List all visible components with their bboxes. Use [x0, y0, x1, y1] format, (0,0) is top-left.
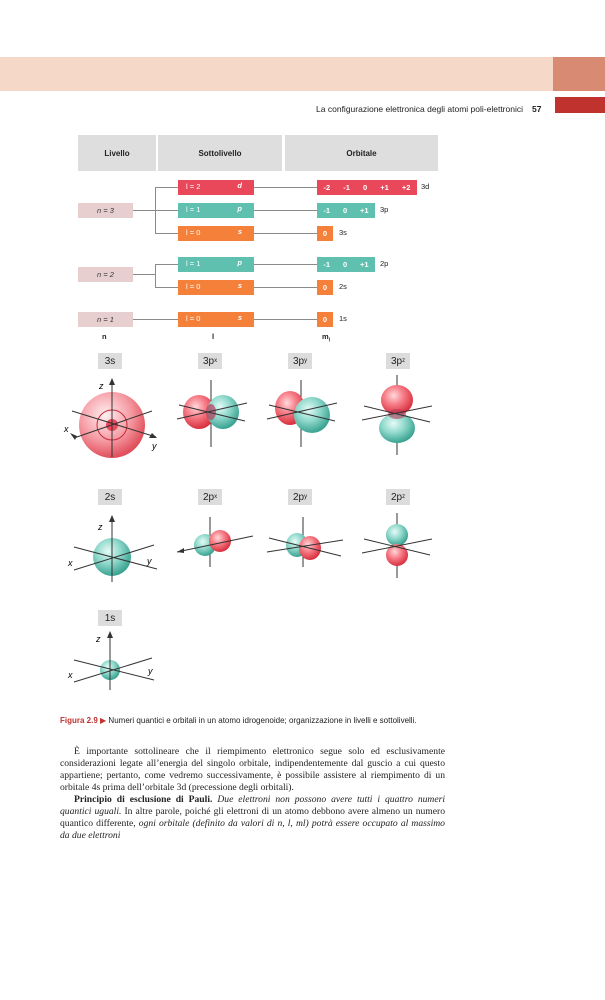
- header-band-accent: [553, 57, 605, 91]
- svg-text:y: y: [147, 556, 152, 566]
- caption-arrow-icon: ▶: [100, 716, 107, 725]
- n-box-1: n = 1: [78, 312, 133, 327]
- svg-text:x: x: [68, 670, 73, 680]
- connector: [254, 264, 317, 265]
- connector: [133, 319, 178, 320]
- l-symbol: s: [237, 313, 242, 322]
- n-box-3: n = 3: [78, 203, 133, 218]
- m-value: 0: [342, 206, 348, 215]
- svg-text:y: y: [152, 441, 157, 451]
- header-level: Livello: [78, 135, 156, 171]
- m-box-3d: [317, 180, 417, 195]
- orbital-3pz-drawing: [360, 370, 435, 460]
- orbital-label-1s: 1s: [339, 314, 347, 323]
- m-value: +1: [359, 260, 369, 269]
- svg-text:z: z: [99, 381, 104, 391]
- m-value: +2: [401, 183, 411, 192]
- figure-number: Figura 2.9: [60, 716, 98, 725]
- m-value: +1: [359, 206, 369, 215]
- l-box-3p: [178, 203, 254, 218]
- connector: [254, 187, 317, 188]
- connector: [155, 287, 178, 288]
- m-value: +1: [380, 183, 389, 192]
- svg-text:x: x: [68, 558, 73, 568]
- connector: [254, 210, 317, 211]
- paragraph-1: È importante sottolineare che il riempimento elettronico segue solo ed esclusivamente considerazioni legate all’energia del singolo orbitale, indipendentemente dal guscio a cui questo appartiene; pertanto, come vedremo successivamente, è possibile assistere al riempimento di un orbitale 4s prima dell’orbitale 3d (precessione degli orbitali).: [60, 746, 445, 793]
- orbital-label: 2p z: [386, 489, 410, 505]
- orbital-3py-drawing: [265, 375, 340, 455]
- l-value: l = 0: [186, 282, 201, 291]
- svg-text:y: y: [148, 666, 153, 676]
- column-label-l: l: [212, 332, 215, 341]
- orbital-label: 3p x: [198, 353, 222, 369]
- l-symbol: p: [237, 258, 242, 267]
- l-value: l = 2: [186, 182, 201, 191]
- m-value: 0: [342, 260, 348, 269]
- connector: [155, 210, 178, 211]
- orbital-label: 2s: [98, 489, 122, 505]
- orbital-label: 1s: [98, 610, 122, 626]
- connector: [155, 264, 178, 265]
- caption-text: Numeri quantici e orbitali in un atomo idrogenoide; organizzazione in livelli e sottolivelli.: [108, 716, 417, 725]
- body-text: [60, 746, 445, 842]
- l-value: l = 0: [186, 314, 201, 323]
- orbital-2py-drawing: [265, 512, 345, 572]
- orbital-3s-drawing: [60, 375, 170, 475]
- orbital-label: 2p x: [198, 489, 222, 505]
- m-value: -1: [323, 206, 331, 215]
- orbital-2pz-drawing: [360, 510, 435, 580]
- header-band: [0, 57, 553, 91]
- n-box-2: n = 2: [78, 267, 133, 282]
- m-box-1s: [317, 312, 333, 327]
- orbital-label-2s: 2s: [339, 282, 347, 291]
- orbital-label: 3s: [98, 353, 122, 369]
- m-value: 0: [322, 229, 328, 238]
- connector: [155, 233, 178, 234]
- m-value: -2: [323, 183, 331, 192]
- paragraph-2: Principio di esclusione di Pauli. Due elettroni non possono avere tutti i quattro numeri quantici uguali. In altre parole, poiché gli elettroni di un atomo debbono avere almeno un numero quantico differente, ogni orbitale (definito da valori di n, l, ml) potrà essere occupato al massimo da due elettroni: [60, 794, 446, 841]
- svg-text:x: x: [64, 424, 69, 434]
- connector: [254, 319, 317, 320]
- m-value: -1: [323, 260, 331, 269]
- column-label-m: $m_l$: [322, 332, 331, 344]
- l-symbol: p: [237, 204, 242, 213]
- connector: [254, 287, 317, 288]
- connector: [155, 264, 156, 287]
- orbital-label-3p: 3p: [380, 205, 389, 214]
- orbital-3px-drawing: [175, 375, 250, 455]
- m-value: 0: [322, 283, 328, 292]
- orbital-2s-drawing: [62, 512, 167, 592]
- orbital-label: 3p z: [386, 353, 410, 369]
- orbital-label-3s: 3s: [339, 228, 347, 237]
- figure-caption: [60, 716, 445, 726]
- l-symbol: s: [237, 227, 242, 236]
- l-symbol: s: [237, 281, 242, 290]
- l-box-3s: [178, 226, 254, 241]
- l-value: l = 1: [186, 205, 201, 214]
- svg-text:z: z: [98, 522, 103, 532]
- m-box-2p: [317, 257, 375, 272]
- m-value: 0: [322, 315, 328, 324]
- connector: [254, 233, 317, 234]
- m-box-3p: [317, 203, 375, 218]
- orbital-2px-drawing: [175, 512, 255, 572]
- orbital-label-2p: 2p: [380, 259, 389, 268]
- connector: [133, 210, 155, 211]
- connector: [133, 274, 155, 275]
- m-value: 0: [363, 183, 368, 192]
- l-box-1s: [178, 312, 254, 327]
- running-title: La configurazione elettronica degli atomi poli-elettronici: [316, 104, 523, 114]
- page-number: 57: [532, 104, 542, 114]
- m-value: -1: [343, 183, 350, 192]
- m-box-3s: [317, 226, 333, 241]
- l-value: l = 0: [186, 228, 201, 237]
- m-box-2s: [317, 280, 333, 295]
- header-sublevel: Sottolivello: [158, 135, 282, 171]
- l-symbol: d: [237, 181, 242, 190]
- header-orbital: Orbitale: [285, 135, 438, 171]
- connector: [155, 187, 178, 188]
- orbital-label-3d: 3d: [421, 182, 430, 191]
- l-box-3d: [178, 180, 254, 195]
- svg-text:z: z: [96, 634, 101, 644]
- page-tab: [555, 97, 605, 113]
- l-box-2p: [178, 257, 254, 272]
- l-box-2s: [178, 280, 254, 295]
- l-value: l = 1: [186, 259, 201, 268]
- orbital-label: 3p y: [288, 353, 312, 369]
- column-label-n: n: [102, 332, 107, 341]
- orbital-1s-drawing: [62, 628, 167, 703]
- orbital-label: 2p y: [288, 489, 312, 505]
